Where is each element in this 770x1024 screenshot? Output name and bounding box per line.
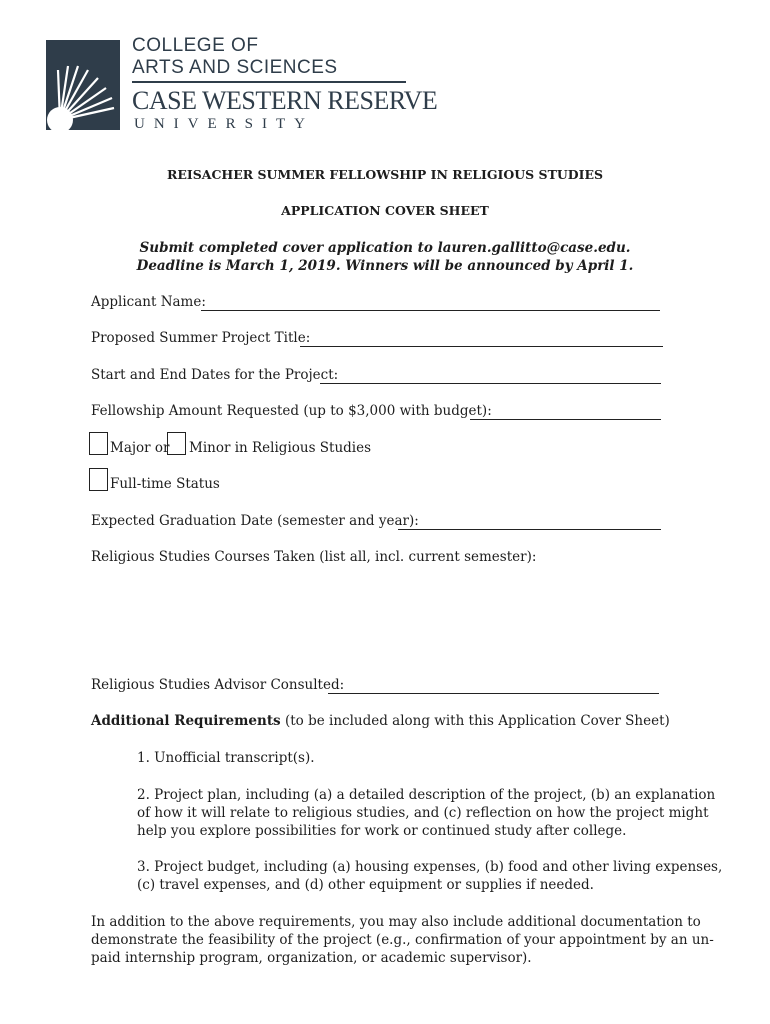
amount-label: Fellowship Amount Requested (up to $3,000 with budget): bbox=[91, 403, 492, 419]
requirement-item-2-line: help you explore possibilities for work or continued study after college. bbox=[137, 823, 627, 839]
closing-paragraph-line: paid internship program, organization, or academic supervisor). bbox=[91, 950, 532, 966]
requirement-item-2-line: of how it will relate to religious studies, and (c) reflection on how the project might bbox=[137, 805, 709, 821]
college-logo-mark bbox=[46, 40, 120, 130]
college-name-line2: ARTS AND SCIENCES bbox=[132, 57, 338, 78]
additional-requirements bbox=[91, 713, 670, 729]
advisor-label: Religious Studies Advisor Consulted: bbox=[91, 677, 345, 693]
additional-requirements-heading: Additional Requirements bbox=[91, 713, 281, 729]
fulltime-label: Full-time Status bbox=[110, 476, 220, 492]
requirement-item-3-line: 3. Project budget, including (a) housing expenses, (b) food and other living expenses, bbox=[137, 859, 723, 875]
requirement-item-2-line: 2. Project plan, including (a) a detailed description of the project, (b) an explanation bbox=[137, 787, 716, 803]
submit-instructions: Submit completed cover application to lauren.gallitto@case.edu. bbox=[139, 240, 631, 256]
minor-label: Minor in Religious Studies bbox=[189, 440, 372, 456]
logo-divider bbox=[132, 81, 406, 83]
college-name-line1: COLLEGE OF bbox=[132, 35, 259, 56]
sunburst-icon bbox=[46, 40, 120, 130]
university-name: CASE WESTERN RESERVE bbox=[132, 86, 438, 115]
project-title-label: Proposed Summer Project Title: bbox=[91, 330, 311, 346]
courses-label: Religious Studies Courses Taken (list all, incl. current semester): bbox=[91, 549, 537, 565]
requirement-item-1 bbox=[137, 749, 315, 767]
requirement-item-3-line: (c) travel expenses, and (d) other equipment or supplies if needed. bbox=[137, 877, 594, 893]
graduation-field[interactable] bbox=[398, 529, 661, 530]
requirement-item-2 bbox=[137, 786, 715, 840]
closing-paragraph-line: In addition to the above requirements, you may also include additional documentation to bbox=[91, 914, 701, 930]
deadline-note: Deadline is March 1, 2019. Winners will be announced by April 1. bbox=[136, 258, 634, 274]
applicant-name-label: Applicant Name: bbox=[91, 294, 206, 310]
advisor-field[interactable] bbox=[328, 693, 659, 694]
university-subtitle: UNIVERSITY bbox=[134, 116, 314, 132]
minor-checkbox[interactable] bbox=[167, 432, 186, 455]
requirement-item-3 bbox=[137, 858, 722, 894]
major-checkbox[interactable] bbox=[89, 432, 108, 455]
graduation-label: Expected Graduation Date (semester and year): bbox=[91, 513, 419, 529]
major-label: Major or bbox=[110, 440, 170, 456]
amount-field[interactable] bbox=[470, 419, 661, 420]
fulltime-checkbox[interactable] bbox=[89, 468, 108, 491]
project-dates-label: Start and End Dates for the Project: bbox=[91, 367, 339, 383]
project-title-field[interactable] bbox=[300, 346, 663, 347]
document-title: REISACHER SUMMER FELLOWSHIP IN RELIGIOUS STUDIES bbox=[166, 167, 604, 182]
closing-paragraph-line: demonstrate the feasibility of the project (e.g., confirmation of your appointment by an un- bbox=[91, 932, 714, 948]
closing-paragraph bbox=[91, 913, 714, 967]
applicant-name-field[interactable] bbox=[201, 310, 660, 311]
document-subtitle: APPLICATION COVER SHEET bbox=[281, 203, 489, 218]
project-dates-field[interactable] bbox=[320, 383, 661, 384]
requirement-item-1-text: 1. Unofficial transcript(s). bbox=[137, 750, 315, 766]
additional-requirements-note: (to be included along with this Application Cover Sheet) bbox=[284, 713, 670, 729]
